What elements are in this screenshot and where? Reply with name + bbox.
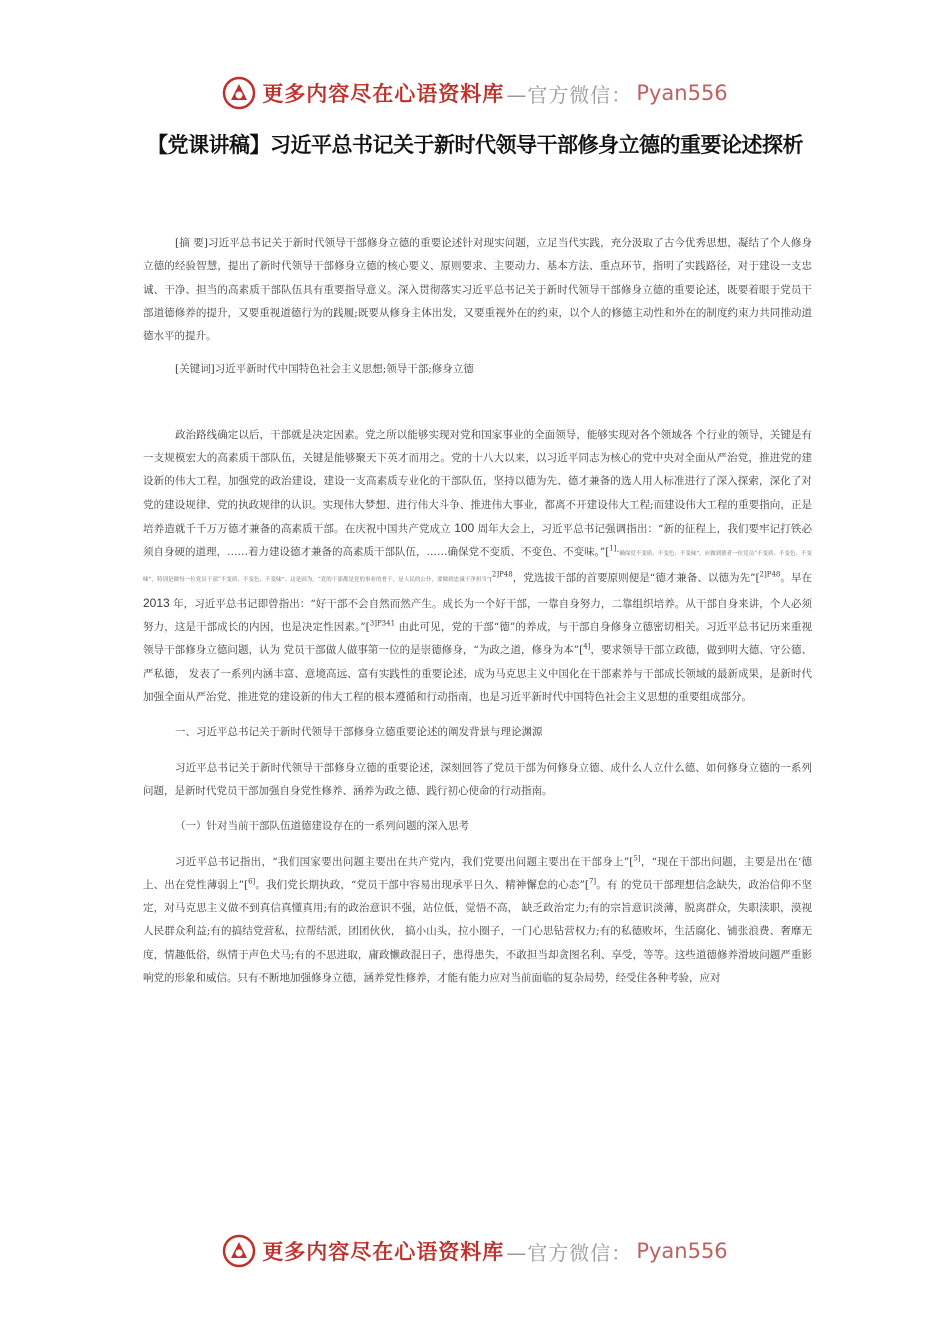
watermark-top (0, 76, 950, 110)
subsection-heading-1: （一）针对当前干部队伍道德建设存在的一系列问题的深入思考 (175, 820, 469, 833)
intro-paragraph: 政治路线确定以后，干部就是决定因素。党之所以能够实现对党和国家事业的全面领导，能够实现对各个领域各 个行业的领导，关键是有一支规模宏大的高素质干部队伍，关键是能够聚天下英才而用之。党的十八大以来，以习近平同志为核心的党中央对全面从严治党，推进党的建设新的伟大工程，加强党的政治建设，建设一支高素质专业化的干部队伍，坚持以德为先、德才兼备的选人用人标准进行了深入探索，深化了对党的建设规律、党的执政规律的认识。实现伟大梦想、进行伟大斗争、推进伟大事业，都离不开建设伟大工程;而建设伟大工程的重要指向，正是培养造就千千万万德才兼备的高素质干部。在庆祝中国共产党成立 100 周年大会上，习近平总书记强调指出：“新的征程上，我们要牢记打铁必须自身硬的道理，……着力建设德才兼备的高素质干部队伍，……确保党不变质、不变色、不变味。”[$^{1]}$“确保党不变质、不变色、不变味”，应做到德者一位党员“不变质、不变色、不变味”，特别是做每一位党员干部“不变质、不变色、不变味”。这是因为，“党的干部都是党的事业的骨干，是人民的公仆，要做到忠诚干净担当”[$^{2]P48}$，党选拔干部的首要原则便是“德才兼备、以德为先”[$^{2]P48}$。早在 2013 年，习近平总书记即曾指出：“好干部不会自然而然产生。成长为一个好干部，一靠自身努力，二靠组织培养。从干部自身来讲，个人必须努力，这是干部成长的内因，也是决定性因素。”[$^{3]P341}$ 由此可见，党的干部“德”的养成，与干部自身修身立德密切相关。习近平总书记历来重视领导干部修身立德问题，认为 党员干部做人做事第一位的是崇德修身，“为政之道，修身为本”[$^{4]}$，要求领导干部立政德，做到明大德、守公德、严私德， 发表了一系列内涵丰富、意境高远、富有实践性的重要论述，成为马克思主义中国化在干部素养与干部成长领域的最新成果，是新时代加强全面从严治党、推进党的建设新的伟大工程的根本遵循和行动指南，也是习近平新时代中国特色社会主义思想的重要组成部分。 (143, 428, 812, 704)
watermark-bottom (0, 1234, 950, 1268)
section-heading-1: 一、习近平总书记关于新时代领导干部修身立德重要论述的阐发背景与理论渊源 (175, 726, 543, 739)
watermark-id: Pyan556 (636, 1239, 728, 1263)
keywords: [关键词]习近平新时代中国特色社会主义思想;领导干部;修身立德 (175, 363, 474, 376)
document-body (143, 232, 812, 990)
watermark-text: 更多内容尽在心语资料库 (262, 1240, 505, 1264)
watermark-separator: —官方微信： (506, 82, 633, 107)
abstract: [摘 要]习近平总书记关于新时代领导干部修身立德的重要论述针对现实问题，立足当代实践，充分汲取了古今优秀思想，凝结了个人修身立德的经验智慧，提出了新时代领导干部修身立德的核心要义、原则要求、主要动力、基本方法、重点环节，指明了实践路径，对于建设一支忠诚、干净、担当的高素质干部队伍具有重要指导意义。深入贯彻落实习近平总书记关于新时代领导干部修身立德的重要论述，既要着眼于党员干部道德修养的提升，又要重视道德行为的践履;既要从修身主体出发，又要重视外在的约束，以个人的修德主动性和外在的制度约束力共同推动道德水平的提升。 (143, 237, 812, 343)
section-1-paragraph: 习近平总书记关于新时代领导干部修身立德的重要论述，深刻回答了党员干部为何修身立德、成什么人立什么德、如何修身立德的一系列问题，是新时代党员干部加强自身党性修养、涵养为政之德、践行初心使命的行动指南。 (143, 761, 812, 797)
logo-icon (222, 76, 256, 110)
watermark-id: Pyan556 (636, 81, 728, 105)
subsection-1-paragraph: 习近平总书记指出，“我们国家要出问题主要出在共产党内，我们党要出问题主要出在干部身上”[$^{5]}$，“现在干部出问题，主要是出在‘德上、出在党性薄弱上”[$^{6]}$。我们党长期执政，“党员干部中容易出现承平日久、精神懈怠的心态”[$^{7]}$。有 的党员干部理想信念缺失，政治信仰不坚定，对马克思主义做不到真信真懂真用;有的政治意识不强，站位低，觉悟不高， 缺乏政治定力;有的宗旨意识淡薄，脱离群众，失职渎职，漠视人民群众利益;有的搞结党营私，拉帮结派，团团伙伙， 搞小山头，拉小圈子，一门心思钻营权力;有的私德败坏，生活腐化、铺张浪费、奢靡无度，情趣低俗，纵情于声色犬马;有的不思进取，庸政懒政混日子，患得患失，不敢担当却贪图名利、享受，等等。这些道德修养滑坡问题严重影响党的形象和威信。只有不断地加强修身立德，涵养党性修养，才能有能力应对当前面临的复杂局势，经受住各种考验，应对 (143, 854, 812, 985)
watermark-separator: —官方微信： (506, 1240, 633, 1265)
watermark-text: 更多内容尽在心语资料库 (262, 82, 505, 106)
logo-icon (222, 1234, 256, 1268)
page-title: 【党课讲稿】习近平总书记关于新时代领导干部修身立德的重要论述探析 (147, 133, 803, 157)
